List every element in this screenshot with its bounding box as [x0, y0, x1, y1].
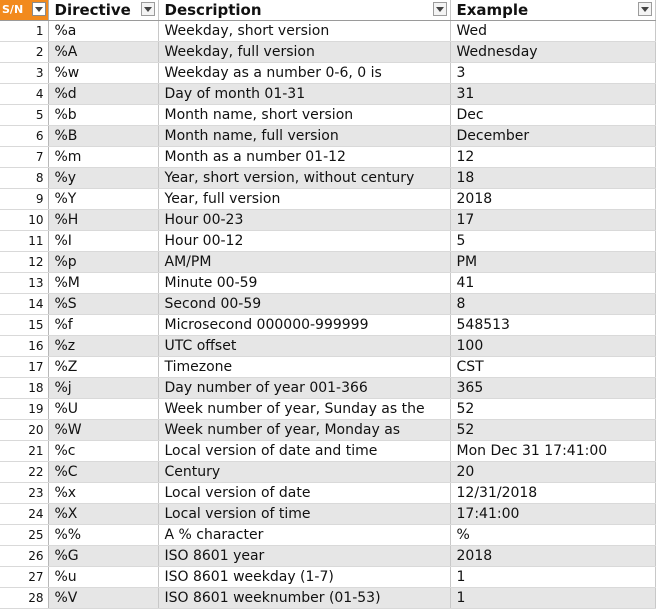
cell-sn[interactable]: 14	[0, 294, 48, 315]
cell-sn[interactable]: 28	[0, 588, 48, 609]
cell-description[interactable]: Weekday, short version	[158, 21, 450, 42]
cell-description[interactable]: Day number of year 001-366	[158, 378, 450, 399]
cell-example[interactable]: PM	[450, 252, 655, 273]
cell-example[interactable]: %	[450, 525, 655, 546]
table-row	[0, 42, 655, 63]
cell-directive[interactable]: %Z	[48, 357, 158, 378]
table-row	[0, 168, 655, 189]
cell-directive[interactable]: %a	[48, 21, 158, 42]
cell-directive[interactable]: %H	[48, 210, 158, 231]
cell-sn[interactable]: 16	[0, 336, 48, 357]
cell-directive[interactable]: %u	[48, 567, 158, 588]
cell-description[interactable]: Year, full version	[158, 189, 450, 210]
cell-example[interactable]: 18	[450, 168, 655, 189]
cell-example[interactable]: 52	[450, 399, 655, 420]
cell-example[interactable]: Mon Dec 31 17:41:00	[450, 441, 655, 462]
table-row	[0, 378, 655, 399]
cell-description[interactable]: ISO 8601 weekday (1-7)	[158, 567, 450, 588]
cell-directive[interactable]: %%	[48, 525, 158, 546]
cell-example[interactable]: 8	[450, 294, 655, 315]
table-row	[0, 462, 655, 483]
cell-directive[interactable]: %y	[48, 168, 158, 189]
table-row	[0, 336, 655, 357]
cell-directive[interactable]: %f	[48, 315, 158, 336]
cell-sn[interactable]: 2	[0, 42, 48, 63]
cell-example[interactable]: 12/31/2018	[450, 483, 655, 504]
header-directive[interactable]	[48, 0, 158, 21]
cell-sn[interactable]: 24	[0, 504, 48, 525]
cell-description[interactable]: UTC offset	[158, 336, 450, 357]
cell-sn[interactable]: 26	[0, 546, 48, 567]
cell-description[interactable]: Hour 00-12	[158, 231, 450, 252]
cell-example[interactable]: 2018	[450, 546, 655, 567]
cell-example[interactable]: Wed	[450, 21, 655, 42]
table-row	[0, 210, 655, 231]
cell-directive[interactable]: %x	[48, 483, 158, 504]
cell-description[interactable]: Day of month 01-31	[158, 84, 450, 105]
cell-directive[interactable]: %C	[48, 462, 158, 483]
table-row	[0, 126, 655, 147]
cell-directive[interactable]: %W	[48, 420, 158, 441]
cell-sn[interactable]: 13	[0, 273, 48, 294]
cell-directive[interactable]: %I	[48, 231, 158, 252]
table-row	[0, 588, 655, 609]
header-directive-label: Directive	[54, 1, 131, 19]
table-body	[0, 21, 655, 609]
cell-description[interactable]: ISO 8601 weeknumber (01-53)	[158, 588, 450, 609]
cell-sn[interactable]: 1	[0, 21, 48, 42]
cell-description[interactable]: Timezone	[158, 357, 450, 378]
cell-sn[interactable]: 10	[0, 210, 48, 231]
cell-description[interactable]: ISO 8601 year	[158, 546, 450, 567]
table-row	[0, 189, 655, 210]
cell-directive[interactable]: %B	[48, 126, 158, 147]
header-example-label: Example	[456, 1, 529, 19]
cell-directive[interactable]: %M	[48, 273, 158, 294]
cell-sn[interactable]: 19	[0, 399, 48, 420]
filter-dropdown-icon[interactable]	[433, 2, 447, 16]
cell-example[interactable]: CST	[450, 357, 655, 378]
cell-directive[interactable]: %Y	[48, 189, 158, 210]
cell-example[interactable]: 2018	[450, 189, 655, 210]
cell-description[interactable]: Weekday as a number 0-6, 0 is	[158, 63, 450, 84]
cell-sn[interactable]: 20	[0, 420, 48, 441]
cell-example[interactable]: 1	[450, 567, 655, 588]
table-row	[0, 483, 655, 504]
cell-directive[interactable]: %w	[48, 63, 158, 84]
cell-example[interactable]: 5	[450, 231, 655, 252]
table-row	[0, 105, 655, 126]
cell-sn[interactable]: 9	[0, 189, 48, 210]
cell-example[interactable]: December	[450, 126, 655, 147]
cell-directive[interactable]: %S	[48, 294, 158, 315]
cell-sn[interactable]: 22	[0, 462, 48, 483]
table-row	[0, 504, 655, 525]
cell-directive[interactable]: %m	[48, 147, 158, 168]
cell-sn[interactable]: 17	[0, 357, 48, 378]
cell-example[interactable]: 100	[450, 336, 655, 357]
cell-sn[interactable]: 3	[0, 63, 48, 84]
cell-directive[interactable]: %j	[48, 378, 158, 399]
cell-sn[interactable]: 8	[0, 168, 48, 189]
table-row	[0, 21, 655, 42]
cell-sn[interactable]: 25	[0, 525, 48, 546]
cell-description[interactable]: Local version of time	[158, 504, 450, 525]
header-description[interactable]	[158, 0, 450, 21]
cell-directive[interactable]: %p	[48, 252, 158, 273]
cell-sn[interactable]: 15	[0, 315, 48, 336]
cell-example[interactable]: 1	[450, 588, 655, 609]
cell-description[interactable]: Week number of year, Monday as	[158, 420, 450, 441]
header-description-label: Description	[164, 1, 262, 19]
cell-example[interactable]: 12	[450, 147, 655, 168]
cell-example[interactable]: 17	[450, 210, 655, 231]
cell-directive[interactable]: %V	[48, 588, 158, 609]
cell-directive[interactable]: %z	[48, 336, 158, 357]
cell-example[interactable]: 3	[450, 63, 655, 84]
table-row	[0, 294, 655, 315]
cell-sn[interactable]: 5	[0, 105, 48, 126]
cell-description[interactable]: AM/PM	[158, 252, 450, 273]
cell-description[interactable]: Century	[158, 462, 450, 483]
cell-description[interactable]: Minute 00-59	[158, 273, 450, 294]
cell-directive[interactable]: %A	[48, 42, 158, 63]
cell-directive[interactable]: %c	[48, 441, 158, 462]
cell-sn[interactable]: 11	[0, 231, 48, 252]
cell-description[interactable]: Weekday, full version	[158, 42, 450, 63]
table-row	[0, 231, 655, 252]
cell-sn[interactable]: 12	[0, 252, 48, 273]
filter-dropdown-icon[interactable]	[638, 2, 652, 16]
cell-example[interactable]: Wednesday	[450, 42, 655, 63]
cell-directive[interactable]: %X	[48, 504, 158, 525]
cell-example[interactable]: 20	[450, 462, 655, 483]
table-row	[0, 546, 655, 567]
cell-example[interactable]: 41	[450, 273, 655, 294]
cell-description[interactable]: A % character	[158, 525, 450, 546]
cell-sn[interactable]: 21	[0, 441, 48, 462]
cell-description[interactable]: Month name, short version	[158, 105, 450, 126]
table-row	[0, 357, 655, 378]
cell-description[interactable]: Year, short version, without century	[158, 168, 450, 189]
cell-example[interactable]: Dec	[450, 105, 655, 126]
header-example[interactable]	[450, 0, 655, 21]
header-sn-label: S/N	[2, 3, 24, 16]
table-row	[0, 84, 655, 105]
filter-dropdown-icon[interactable]	[141, 2, 155, 16]
cell-example[interactable]: 17:41:00	[450, 504, 655, 525]
cell-sn[interactable]: 27	[0, 567, 48, 588]
cell-example[interactable]: 365	[450, 378, 655, 399]
cell-example[interactable]: 31	[450, 84, 655, 105]
cell-directive[interactable]: %U	[48, 399, 158, 420]
cell-description[interactable]: Local version of date and time	[158, 441, 450, 462]
table-row	[0, 525, 655, 546]
table-row	[0, 252, 655, 273]
cell-description[interactable]: Microsecond 000000-999999	[158, 315, 450, 336]
cell-directive[interactable]: %d	[48, 84, 158, 105]
cell-sn[interactable]: 7	[0, 147, 48, 168]
table-row	[0, 315, 655, 336]
table-row	[0, 420, 655, 441]
table-row	[0, 63, 655, 84]
cell-description[interactable]: Month name, full version	[158, 126, 450, 147]
cell-sn[interactable]: 6	[0, 126, 48, 147]
cell-description[interactable]: Hour 00-23	[158, 210, 450, 231]
cell-description[interactable]: Month as a number 01-12	[158, 147, 450, 168]
cell-sn[interactable]: 4	[0, 84, 48, 105]
cell-sn[interactable]: 23	[0, 483, 48, 504]
filter-dropdown-icon[interactable]	[32, 2, 46, 16]
cell-description[interactable]: Local version of date	[158, 483, 450, 504]
header-row	[0, 0, 655, 21]
cell-example[interactable]: 548513	[450, 315, 655, 336]
table-row	[0, 441, 655, 462]
cell-description[interactable]: Week number of year, Sunday as the	[158, 399, 450, 420]
cell-description[interactable]: Second 00-59	[158, 294, 450, 315]
cell-sn[interactable]: 18	[0, 378, 48, 399]
table-row	[0, 567, 655, 588]
table-row	[0, 273, 655, 294]
cell-directive[interactable]: %b	[48, 105, 158, 126]
cell-directive[interactable]: %G	[48, 546, 158, 567]
header-sn[interactable]	[0, 0, 48, 21]
table-row	[0, 147, 655, 168]
table-row	[0, 399, 655, 420]
cell-example[interactable]: 52	[450, 420, 655, 441]
